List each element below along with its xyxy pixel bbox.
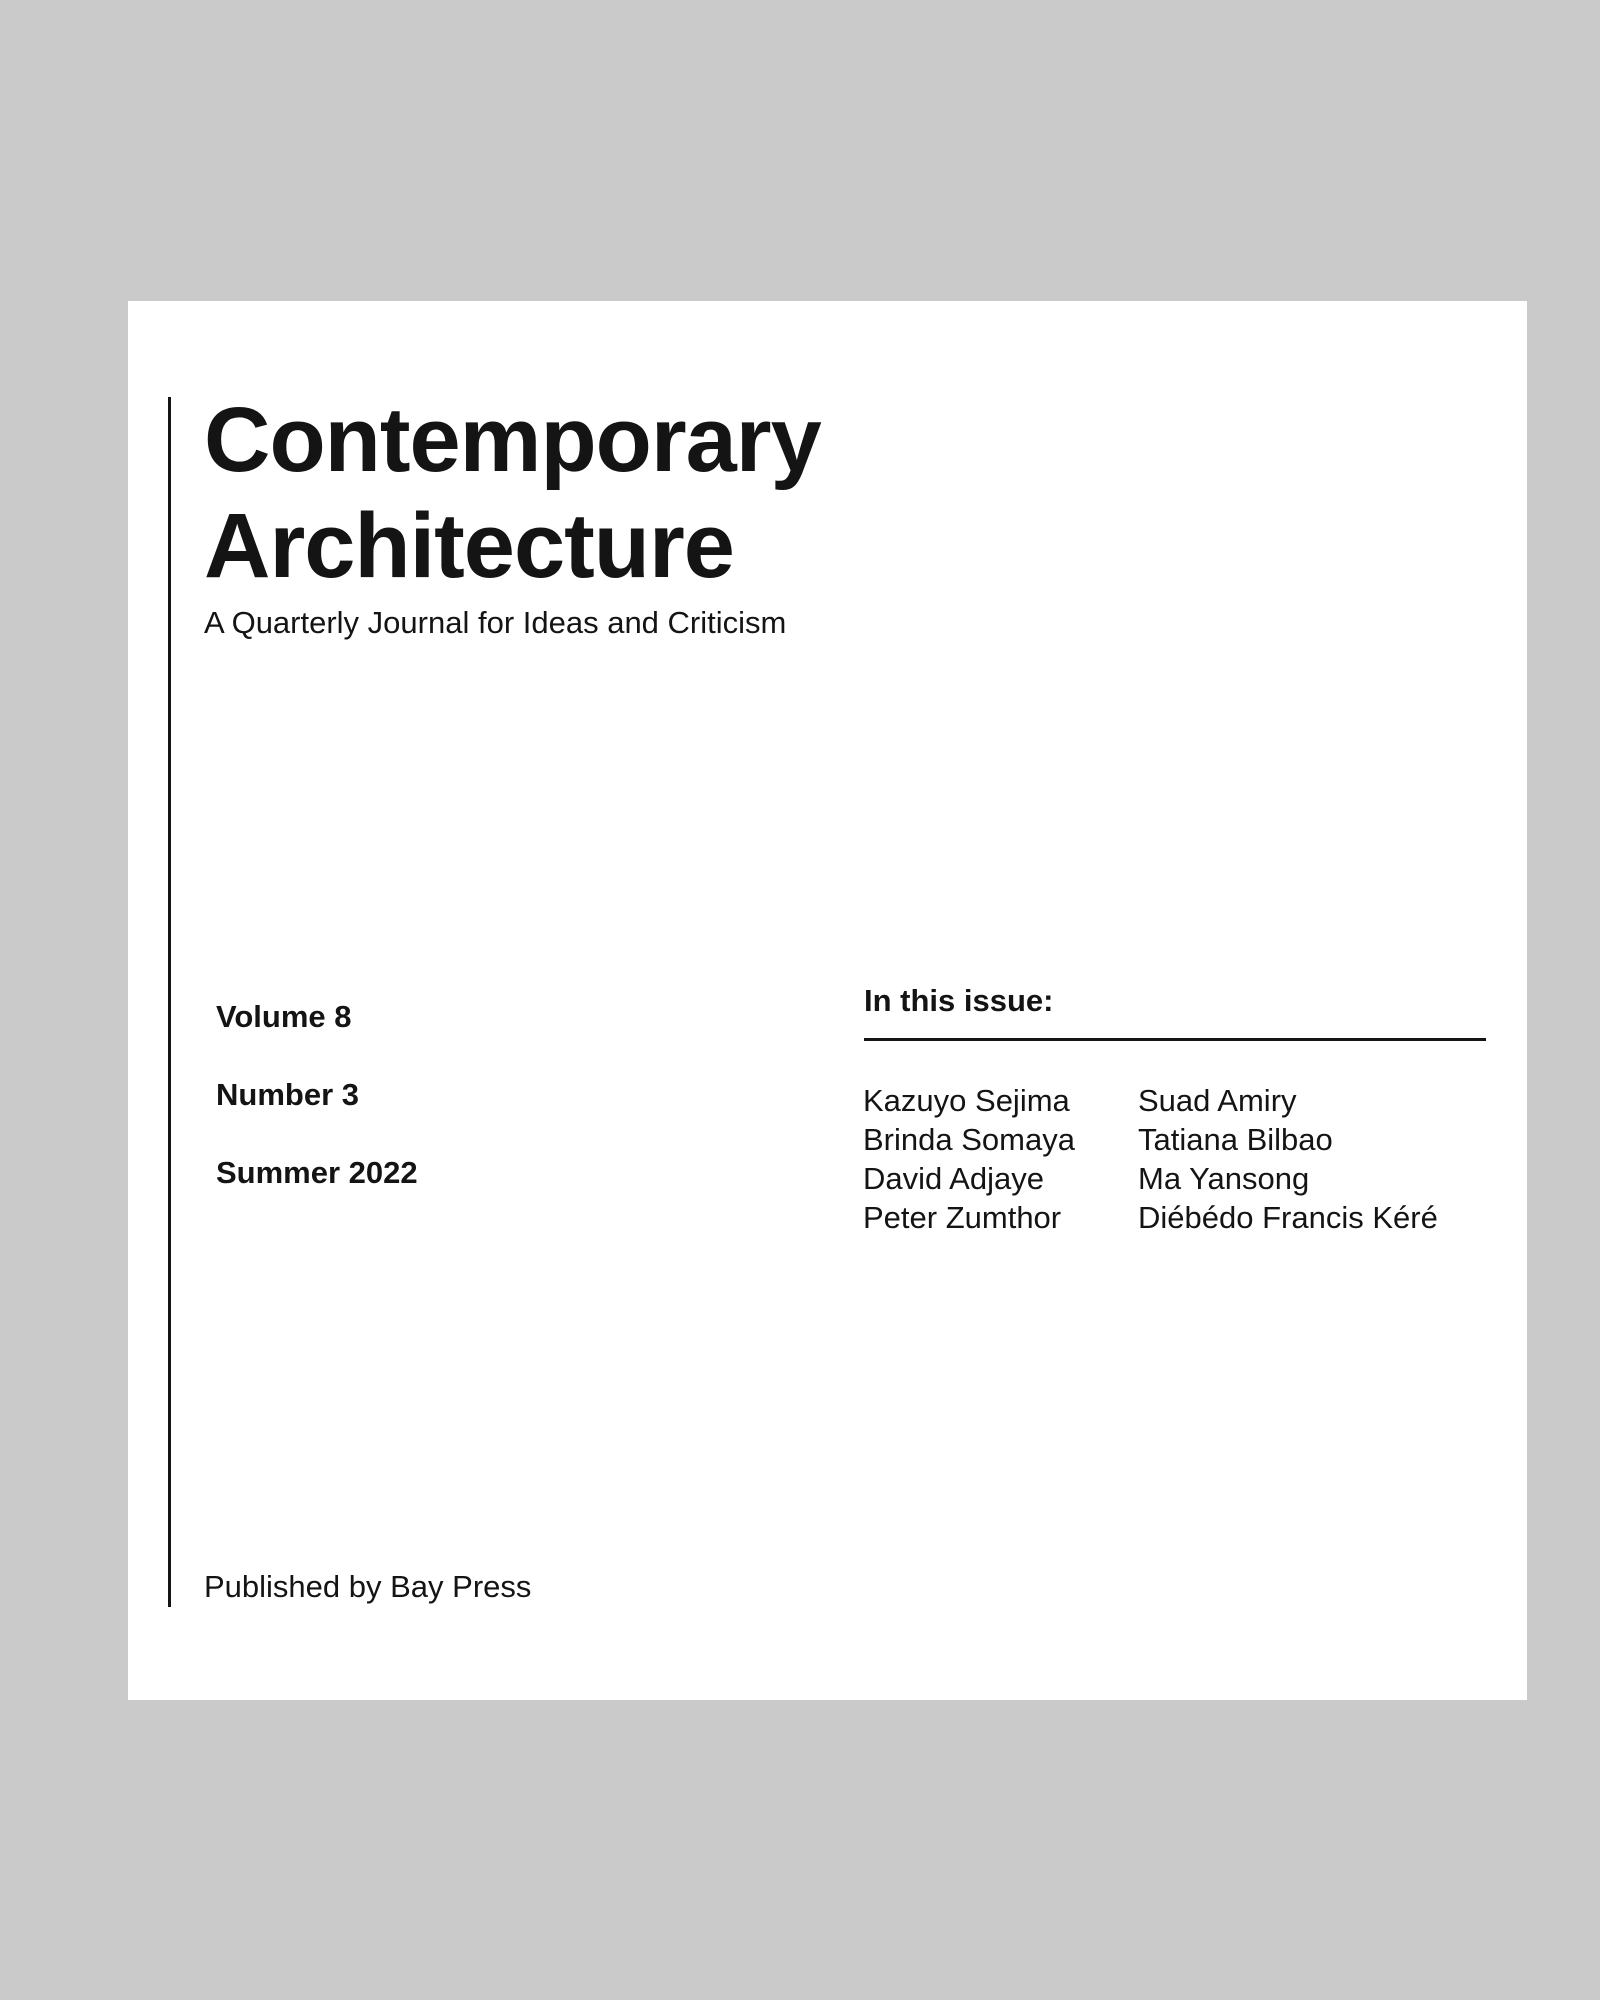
journal-subtitle: A Quarterly Journal for Ideas and Criticism <box>204 605 787 640</box>
contributor-name: Diébédo Francis Kéré <box>1138 1200 1438 1235</box>
contents-rule <box>864 1038 1486 1041</box>
contributor-name: David Adjaye <box>863 1161 1044 1196</box>
issue-details <box>216 999 418 1233</box>
contributor-name: Suad Amiry <box>1138 1083 1297 1118</box>
contributor-name: Tatiana Bilbao <box>1138 1122 1333 1157</box>
vertical-rule <box>168 397 171 1607</box>
contents-heading: In this issue: <box>864 983 1054 1018</box>
publisher-line: Published by Bay Press <box>204 1569 532 1604</box>
volume-label: Volume 8 <box>216 999 352 1034</box>
season-label: Summer 2022 <box>216 1155 418 1190</box>
contributor-name: Kazuyo Sejima <box>863 1083 1070 1118</box>
contributor-name: Peter Zumthor <box>863 1200 1062 1235</box>
title-line-1: Contemporary <box>204 389 821 491</box>
contributors-column-1 <box>863 1081 1075 1237</box>
title-line-2: Architecture <box>204 495 734 597</box>
number-label: Number 3 <box>216 1077 359 1112</box>
contributors-column-2 <box>1138 1081 1438 1237</box>
contributor-name: Ma Yansong <box>1138 1161 1310 1196</box>
journal-title <box>204 387 821 599</box>
journal-cover <box>128 301 1527 1700</box>
contributor-name: Brinda Somaya <box>863 1122 1075 1157</box>
